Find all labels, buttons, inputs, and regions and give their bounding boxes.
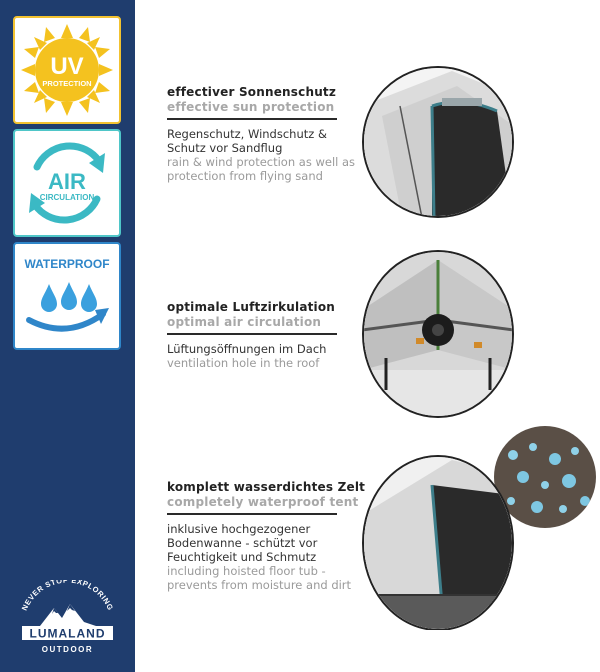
feature-title-en: completely waterproof tent — [167, 495, 359, 509]
feature-title-de: komplett wasserdichtes Zelt — [167, 480, 366, 494]
divider — [167, 333, 337, 335]
mountain-icon — [40, 604, 96, 626]
uv-protection-badge — [13, 16, 121, 124]
water-drops-icon — [15, 244, 119, 348]
feature-desc-en: rain & wind protection as well as protection from flying sand — [167, 155, 356, 183]
sun-icon — [15, 18, 119, 122]
feature-sun-protection — [167, 85, 367, 183]
feature-title-en: optimal air circulation — [167, 315, 322, 329]
logo-brand: LUMALAND — [29, 626, 106, 641]
waterproof-title: WATERPROOF — [24, 257, 110, 271]
feature-desc-de: Regenschutz, Windschutz & Schutz vor Sandflug — [167, 127, 327, 155]
svg-text:NEVER STOP EXPLORING — [20, 580, 115, 612]
divider — [167, 513, 337, 515]
divider — [167, 118, 337, 120]
feature-desc-de: inklusive hochgezogener Bodenwanne - schützt vor Feuchtigkeit und Schmutz — [167, 522, 318, 564]
logo-sub: OUTDOOR — [41, 645, 94, 654]
uv-title: UV — [50, 53, 84, 80]
air-circulation-badge — [13, 129, 121, 237]
uv-subtitle: PROTECTION — [42, 79, 92, 88]
waterproof-badge — [13, 242, 121, 350]
tent-roof-photo — [362, 250, 514, 418]
feature-desc-en: including hoisted floor tub - prevents from moisture and dirt — [167, 564, 352, 592]
feature-title-de: effectiver Sonnenschutz — [167, 85, 337, 99]
lumaland-logo — [10, 580, 125, 660]
air-subtitle: CIRCULATION — [39, 193, 95, 202]
feature-air-circulation — [167, 300, 367, 370]
air-cycle-icon — [15, 131, 119, 235]
feature-desc-en: ventilation hole in the roof — [167, 356, 320, 370]
air-title: AIR — [48, 169, 86, 194]
tent-waterproof-photo — [362, 455, 514, 630]
feature-waterproof — [167, 480, 367, 592]
sidebar — [0, 0, 135, 672]
logo-tagline: NEVER STOP EXPLORING — [19, 580, 116, 612]
feature-title-en: effective sun protection — [167, 100, 335, 114]
feature-title-de: optimale Luftzirkulation — [167, 300, 336, 314]
tent-sun-photo — [362, 66, 514, 218]
feature-desc-de: Lüftungsöffnungen im Dach — [167, 342, 327, 356]
